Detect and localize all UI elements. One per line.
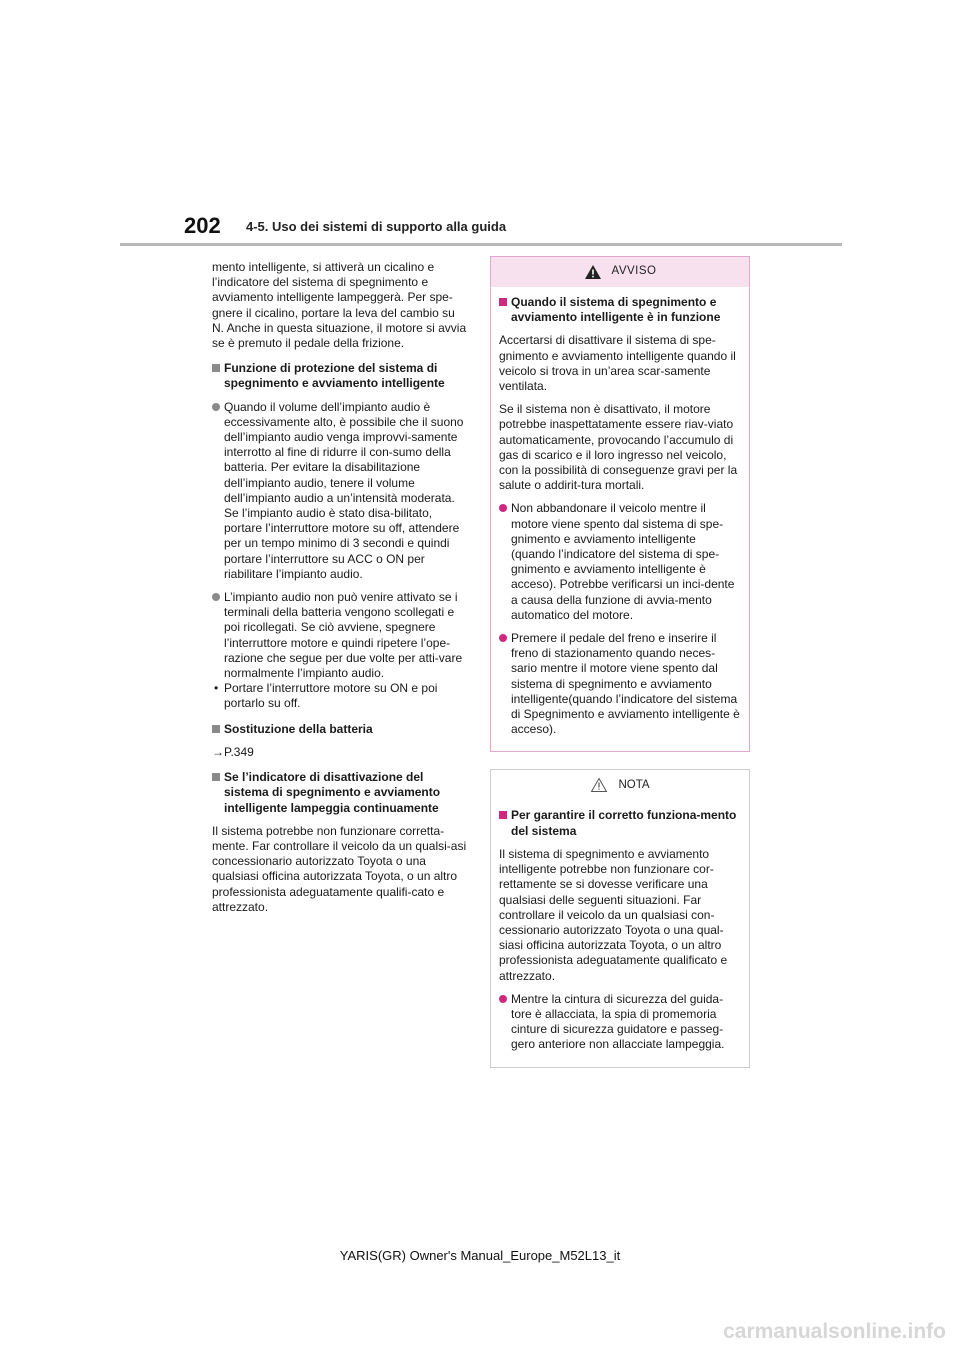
heading-text: Per garantire il corretto funziona-mento del sistema — [511, 808, 737, 838]
sub-list-item — [212, 681, 468, 711]
heading-text: Se l’indicatore di disattivazione del sistema di spegnimento e avviamento intelligente lampeggia continuamente — [224, 770, 441, 815]
list-item-text: L’impianto audio non può venire attivato se i terminali della batteria vengono scollegati e poi ricollegati. Se ciò avviene, spegnere l’interruttore motore e quindi ripetere l’ope-razione che segue per due volte per atti-vare normalmente l’impianto audio. — [224, 590, 463, 681]
warning-title: AVVISO — [611, 265, 657, 278]
heading-text: Sostituzione della batteria — [224, 721, 373, 736]
page-reference-link[interactable]: →P.349 — [212, 744, 254, 759]
list-item — [499, 992, 741, 1053]
heading-text: Funzione di protezione del sistema di spegnimento e avviamento intelligente — [224, 361, 445, 391]
circle-bullet-icon — [499, 634, 507, 642]
list-item — [499, 631, 741, 737]
paragraph: Accertarsi di disattivare il sistema di spe-gnimento e avviamento intelligente quando il veicolo si trova in un’area scar-samente ventilata. — [499, 333, 736, 394]
note-header — [491, 770, 749, 800]
square-bullet-icon — [212, 364, 220, 372]
footer-manual-id: YARIS(GR) Owner's Manual_Europe_M52L13_it — [339, 1248, 621, 1263]
right-column — [490, 256, 750, 1068]
warning-body — [491, 287, 749, 751]
square-bullet-icon — [212, 773, 220, 781]
list-item-text: Non abbandonare il veicolo mentre il motore viene spento dal sistema di spe-gnimento e avviamento intelligente (quando l’indicatore del sistema di spe-gnimento e avviamento intelligente è acceso). Potrebbe verificarsi un inci-dente a causa della funzione di avvia-mento automatico del motore. — [511, 501, 735, 622]
note-box — [490, 769, 750, 1067]
list-item-text: Mentre la cintura di sicurezza del guida-tore è allacciata, la spia di promemoria cinture di sicurezza guidatore e passeg-gero anteriore non allacciate lampeggia. — [511, 991, 725, 1052]
watermark: carmanualsonline.info — [723, 1320, 946, 1343]
circle-bullet-icon — [499, 504, 507, 512]
paragraph: Se il sistema non è disattivato, il motore potrebbe inaspettatamente essere riav-viato automaticamente, provocando l’accumulo di gas di scarico e il loro ingresso nel veicolo, con la possibilità di conseguenze gravi per la salute o addirit-tura mortali. — [499, 402, 738, 493]
warning-triangle-icon — [584, 264, 602, 280]
list-item — [499, 501, 741, 623]
note-title: NOTA — [618, 778, 650, 791]
warning-box — [490, 256, 750, 752]
paragraph: Il sistema di spegnimento e avviamento intelligente potrebbe non funzionare cor-rettamente se si dovesse verificare una qualsiasi delle seguenti situazioni. Far controllare il veicolo da un qualsiasi con-cessionario autorizzato Toyota o una qual-siasi officina autorizzata Toyota, o un altro professionista adeguatamente qualificato e attrezzato. — [499, 846, 728, 983]
dot-marker: • — [214, 681, 219, 696]
circle-bullet-icon — [212, 593, 220, 601]
square-bullet-icon — [212, 725, 220, 733]
caution-triangle-icon — [590, 777, 608, 793]
heading-indicatore — [212, 770, 468, 816]
note-heading — [499, 808, 741, 838]
warning-header — [491, 257, 749, 287]
list-item — [212, 400, 468, 582]
header-rule — [120, 243, 842, 246]
page-number: 202 — [184, 213, 221, 238]
list-item — [212, 590, 468, 681]
square-bullet-icon — [499, 298, 507, 306]
left-column — [212, 260, 468, 923]
section-title: 4-5. Uso dei sistemi di supporto alla guida — [246, 219, 507, 234]
circle-bullet-icon — [212, 403, 220, 411]
intro-paragraph: mento intelligente, si attiverà un cicalino e l’indicatore del sistema di spegnimento e avviamento intelligente lampeggerà. Per spe-gnere il cicalino, portare la leva del cambio su N. Anche in questa situazione, il motore si avvia se è premuto il pedale della frizione. — [212, 260, 467, 351]
warning-heading — [499, 295, 741, 325]
list-item-text: Quando il volume dell’impianto audio è eccessivamente alto, è possibile che il suono dell’impianto audio venga improvvi-samente interrotto al fine di ridurre il con-sumo della batteria. Per evitare la disabilitazione dell’impianto audio, tenere il volume dell’impianto audio a un’intensità moderata. Se l’impianto audio è stato disa-bilitato, portare l’interruttore motore su off, attendere per un tempo minimo di 3 secondi e quindi portare l’interruttore su ACC o ON per riabilitare l’impianto audio. — [224, 399, 464, 581]
list-item-text: Premere il pedale del freno e inserire il freno di stazionamento quando neces-sario mentre il motore viene spento dal sistema di spegnimento e avviamento intelligente(quando l’indicatore del sistema di Spegnimento e avviamento intelligente è acceso). — [511, 631, 740, 737]
square-bullet-icon — [499, 811, 507, 819]
heading-batteria — [212, 722, 468, 737]
heading-text: Quando il sistema di spegnimento e avviamento intelligente è in funzione — [511, 295, 721, 325]
heading-protezione — [212, 361, 468, 391]
paragraph: Il sistema potrebbe non funzionare corretta-mente. Far controllare il veicolo da un qualsi-asi concessionario autorizzato Toyota o una qualsiasi officina autorizzata Toyota, o un altro professionista adeguatamente qualifi-cato e attrezzato. — [212, 823, 467, 914]
circle-bullet-icon — [499, 995, 507, 1003]
note-body — [491, 800, 749, 1066]
sub-list-item-text: Portare l’interruttore motore su ON e poi portarlo su off. — [224, 681, 438, 711]
